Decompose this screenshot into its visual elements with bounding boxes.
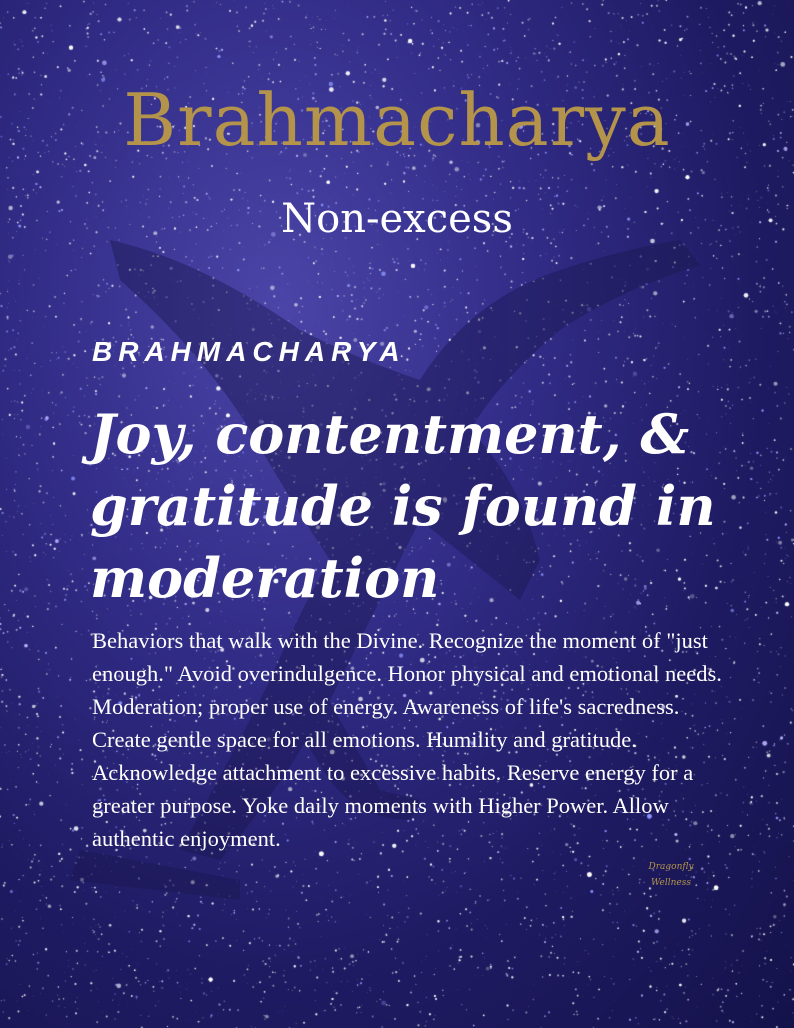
headline: Joy, contentment, & gratitude is found in moderation: [90, 402, 716, 610]
page-title: Brahmacharya: [123, 78, 671, 162]
brand-logo: [634, 862, 708, 918]
body-paragraph: Behaviors that walk with the Divine. Recognize the moment of "just enough." Avoid overindulgence. Honor physical and emotional needs. Moderation; proper use of energy. Awareness of life's sacredness. Create gentle space for all emotions. Humility and gratitude. Acknowledge attachment to excessive habits. Reserve energy for a greater purpose. Yoke daily moments with Higher Power. Allow authentic enjoyment.: [92, 628, 722, 851]
subtitle: Non-excess: [281, 196, 513, 242]
logo-line-1: Dragonfly: [648, 862, 694, 872]
logo-line-2: Wellness: [651, 878, 691, 888]
section-kicker: BRAHMACHARYA: [92, 336, 406, 367]
